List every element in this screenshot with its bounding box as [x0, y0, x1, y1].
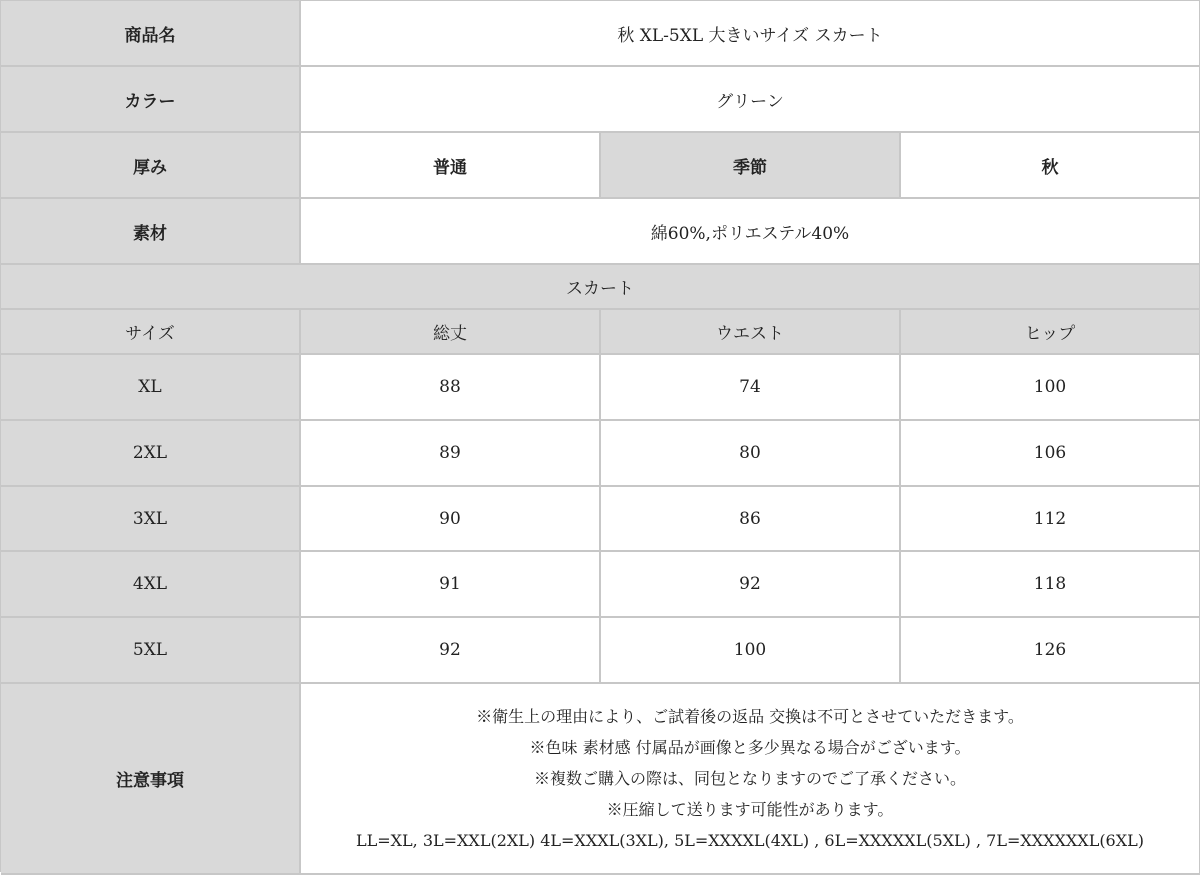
size-row-hip: 118	[901, 552, 1200, 618]
season-label: 季節	[601, 133, 901, 199]
size-row-length: 91	[301, 552, 601, 618]
size-row-length: 90	[301, 487, 601, 552]
size-header-size: サイズ	[1, 310, 301, 355]
note-line: LL=XL, 3L=XXL(2XL) 4L=XXXL(3XL), 5L=XXXXL(4XL) , 6L=XXXXXL(5XL) , 7L=XXXXXXL(6XL)	[355, 831, 1144, 850]
notes-content	[301, 684, 1200, 875]
size-row-length: 89	[301, 421, 601, 487]
thickness-label: 厚み	[1, 133, 301, 199]
size-row-waist: 100	[601, 618, 901, 684]
size-table-title: スカート	[1, 265, 1200, 310]
size-header-waist: ウエスト	[601, 310, 901, 355]
size-row-hip: 126	[901, 618, 1200, 684]
material-label: 素材	[1, 199, 301, 265]
material-value: 綿60%,ポリエステル40%	[301, 199, 1200, 265]
size-row-size: 2XL	[1, 421, 301, 487]
note-line: ※圧縮して送ります可能性があります。	[606, 800, 894, 819]
size-row-size: XL	[1, 355, 301, 421]
note-line: ※色味 素材感 付属品が画像と多少異なる場合がございます。	[529, 738, 971, 757]
size-row-length: 92	[301, 618, 601, 684]
size-row-hip: 106	[901, 421, 1200, 487]
notes-label: 注意事項	[1, 684, 301, 875]
size-row-length: 88	[301, 355, 601, 421]
size-header-hip: ヒップ	[901, 310, 1200, 355]
product-name-value: 秋 XL-5XL 大きいサイズ スカート	[301, 1, 1200, 67]
size-row-hip: 112	[901, 487, 1200, 552]
color-value: グリーン	[301, 67, 1200, 133]
thickness-value: 普通	[301, 133, 601, 199]
size-row-size: 5XL	[1, 618, 301, 684]
size-row-waist: 80	[601, 421, 901, 487]
size-row-waist: 74	[601, 355, 901, 421]
size-row-hip: 100	[901, 355, 1200, 421]
season-value: 秋	[901, 133, 1200, 199]
size-row-waist: 86	[601, 487, 901, 552]
size-row-waist: 92	[601, 552, 901, 618]
note-line: ※複数ご購入の際は、同包となりますのでご了承ください。	[533, 769, 966, 788]
size-row-size: 3XL	[1, 487, 301, 552]
note-line: ※衛生上の理由により、ご試着後の返品 交換は不可とさせていただきます。	[476, 707, 1024, 726]
size-row-size: 4XL	[1, 552, 301, 618]
product-name-label: 商品名	[1, 1, 301, 67]
color-label: カラー	[1, 67, 301, 133]
size-header-length: 総丈	[301, 310, 601, 355]
